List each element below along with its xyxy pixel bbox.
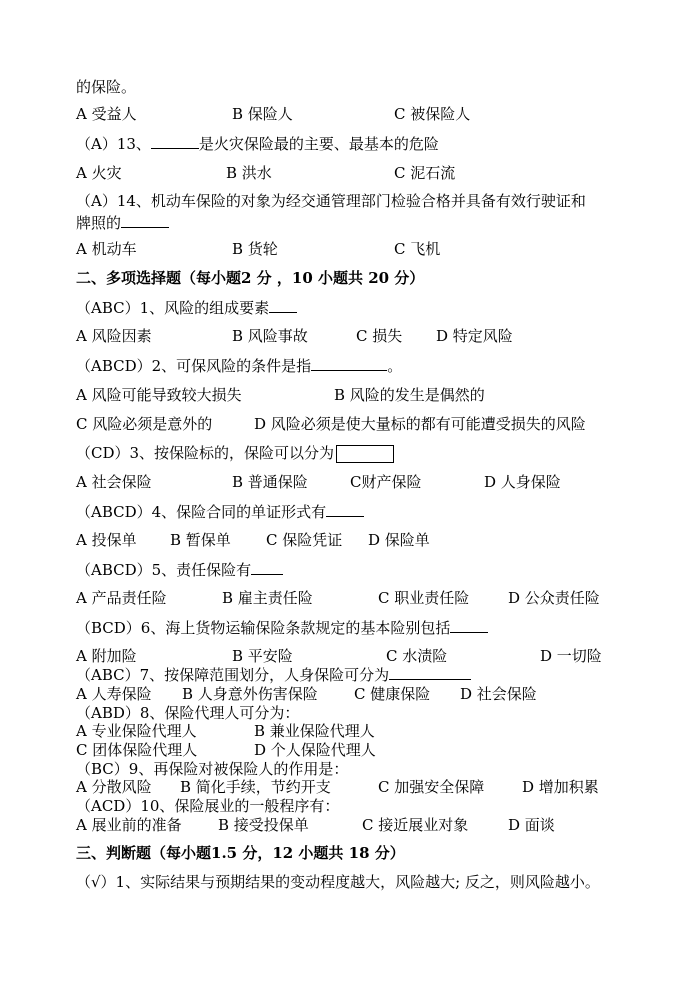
option-c: C财产保险 [350, 473, 422, 491]
option-b: B 风险的发生是偶然的 [334, 386, 485, 404]
option-a: A 受益人 [76, 105, 137, 123]
question-2-text: （ABCD）2、可保风险的条件是指 [76, 357, 312, 375]
option-b: B 简化手续，节约开支 [180, 778, 331, 796]
option-d: D 社会保险 [460, 685, 537, 703]
question-4-text: （ABCD）4、保险合同的单证形式有 [76, 503, 327, 521]
text-line: 的保险。 [76, 78, 137, 96]
options-row [76, 778, 636, 796]
question-10: （ACD）10、保险展业的一般程序有： [76, 797, 340, 815]
option-c: C 损失 [356, 327, 403, 345]
options-row [76, 327, 636, 345]
option-a: A 投保单 [76, 531, 137, 549]
option-d: D 增加积累 [522, 778, 599, 796]
question-3-text: （CD）3、按保险标的，保险可以分为 [76, 444, 335, 462]
option-b: B 保险人 [232, 105, 293, 123]
option-a: A 专业保险代理人 [76, 722, 197, 740]
question-1-text: （ABC）1、风险的组成要素 [76, 299, 270, 317]
question-13-number: （A）13、 [76, 135, 151, 153]
option-b: B 货轮 [232, 240, 278, 258]
question-14-cont [76, 213, 169, 232]
option-b: B 平安险 [232, 647, 293, 665]
option-a: A 产品责任险 [76, 589, 167, 607]
question-9: （BC）9、再保险对被保险人的作用是： [76, 760, 349, 778]
answer-blank [311, 356, 387, 371]
option-b: B 暂保单 [170, 531, 231, 549]
options-row [76, 240, 636, 258]
options-row [76, 647, 636, 665]
question-4 [76, 502, 364, 521]
option-c: C 风险必须是意外的 [76, 415, 213, 433]
option-a: A 人寿保险 [76, 685, 152, 703]
option-a: A 机动车 [76, 240, 137, 258]
option-a: A 分散风险 [76, 778, 152, 796]
option-a: A 风险可能导致较大损失 [76, 386, 242, 404]
question-6 [76, 618, 488, 637]
answer-blank [121, 213, 169, 228]
option-d: D 保险单 [368, 531, 430, 549]
option-d: D 一切险 [540, 647, 602, 665]
options-row [76, 741, 636, 759]
option-c: C 接近展业对象 [362, 816, 469, 834]
question-8: （ABD）8、保险代理人可分为： [76, 704, 300, 722]
option-d: D 面谈 [508, 816, 555, 834]
option-a: A 社会保险 [76, 473, 152, 491]
option-c: C 水渍险 [386, 647, 448, 665]
option-a: A 附加险 [76, 647, 137, 665]
question-7 [76, 665, 471, 684]
question-5-text: （ABCD）5、责任保险有 [76, 561, 252, 579]
answer-blank [450, 618, 488, 633]
answer-blank [269, 298, 297, 313]
answer-blank [251, 560, 283, 575]
answer-blank [151, 134, 199, 149]
option-c: C 加强安全保障 [378, 778, 485, 796]
question-14: （A）14、机动车保险的对象为经交通管理部门检验合格并具备有效行驶证和 [76, 192, 586, 210]
option-c: C 泥石流 [394, 164, 456, 182]
options-row [76, 105, 636, 123]
question-13-text: 是火灾保险最的主要、最基本的危险 [198, 135, 439, 153]
question-2-end: 。 [387, 357, 403, 375]
options-row [76, 531, 636, 549]
option-c: C 职业责任险 [378, 589, 470, 607]
option-a: A 风险因素 [76, 327, 152, 345]
option-c: C 保险凭证 [266, 531, 343, 549]
option-d: D 公众责任险 [508, 589, 600, 607]
option-c: C 健康保险 [354, 685, 431, 703]
question-3 [76, 444, 394, 463]
options-row [76, 722, 636, 740]
option-b: B 接受投保单 [218, 816, 309, 834]
question-1 [76, 298, 297, 317]
options-row [76, 415, 636, 433]
options-row [76, 589, 636, 607]
answer-box [336, 445, 394, 463]
option-c: C 团体保险代理人 [76, 741, 198, 759]
question-6-text: （BCD）6、海上货物运输保险条款规定的基本险别包括 [76, 619, 451, 637]
option-b: B 兼业保险代理人 [254, 722, 375, 740]
judgement-1: （√）1、实际结果与预期结果的变动程度越大，风险越大; 反之，则风险越小。 [76, 873, 600, 891]
options-row [76, 816, 636, 834]
question-5 [76, 560, 283, 579]
question-7-text: （ABC）7、按保障范围划分，人身保险可分为 [76, 666, 390, 684]
option-b: B 普通保险 [232, 473, 308, 491]
option-c: C 飞机 [394, 240, 441, 258]
option-c: C 被保险人 [394, 105, 471, 123]
options-row [76, 164, 636, 182]
question-14-text: 牌照的 [76, 214, 122, 232]
option-d: D 个人保险代理人 [254, 741, 376, 759]
option-a: A 火灾 [76, 164, 122, 182]
section-heading-true-false: 三、判断题（每小题1.5 分，12 小题共 18 分） [76, 844, 405, 862]
option-b: B 人身意外伤害保险 [182, 685, 318, 703]
options-row [76, 685, 636, 703]
option-b: B 雇主责任险 [222, 589, 313, 607]
option-d: D 人身保险 [484, 473, 561, 491]
answer-blank [389, 665, 471, 680]
option-d: D 特定风险 [436, 327, 513, 345]
option-d: D 风险必须是使大量标的都有可能遭受损失的风险 [254, 415, 586, 433]
section-heading-multiple-choice: 二、多项选择题（每小题2 分 ，10 小题共 20 分） [76, 269, 425, 287]
question-2 [76, 356, 402, 375]
option-b: B 洪水 [226, 164, 272, 182]
option-b: B 风险事故 [232, 327, 308, 345]
answer-blank [326, 502, 364, 517]
question-13 [76, 134, 439, 153]
options-row [76, 473, 636, 491]
options-row [76, 386, 636, 404]
option-a: A 展业前的准备 [76, 816, 182, 834]
